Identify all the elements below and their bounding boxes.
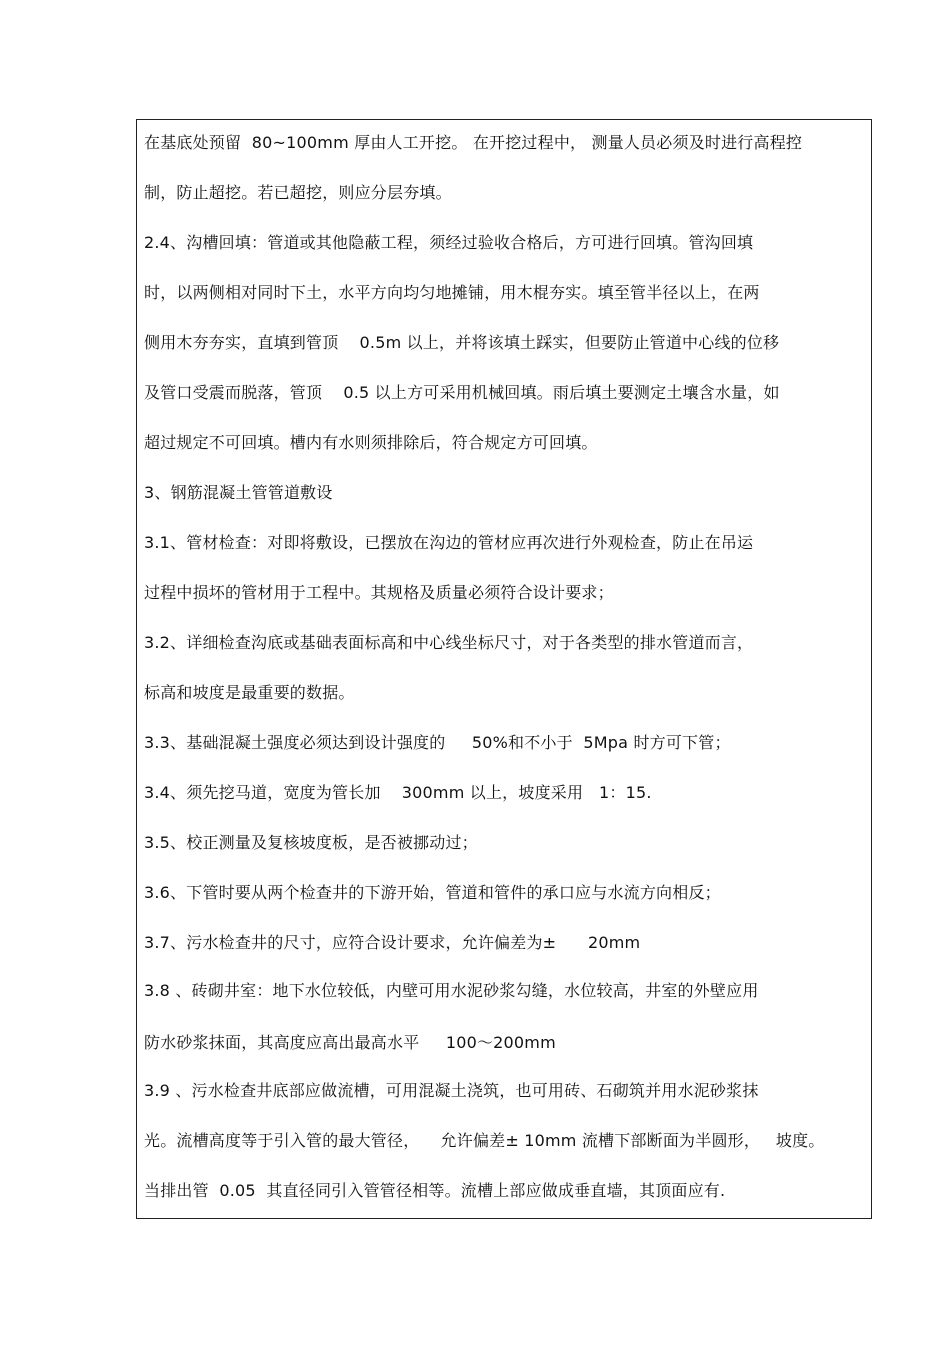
text-line: 侧用木夯夯实，直填到管顶 0.5m 以上，并将该填土踩实，但要防止管道中心线的位移 [144,333,780,352]
section-heading: 3、钢筋混凝土管管道敷设 [144,483,333,502]
document-table-cell [136,119,872,1219]
text-line: 3.1、管材检查：对即将敷设，已摆放在沟边的管材应再次进行外观检查，防止在吊运 [144,533,754,552]
text-line: 防水砂浆抹面，其高度应高出最高水平 100～200mm [144,1033,556,1052]
text-line: 3.3、基础混凝土强度必须达到设计强度的 50%和不小于 5Mpa 时方可下管； [144,733,731,752]
text-line: 3.9 、污水检查井底部应做流槽，可用混凝土浇筑，也可用砖、石砌筑并用水泥砂浆抹 [144,1081,759,1100]
text-line: 3.4、须先挖马道，宽度为管长加 300mm 以上，坡度采用 1：15. [144,783,652,802]
text-line: 时，以两侧相对同时下土，水平方向均匀地摊铺，用木棍夯实。填至管半径以上，在两 [144,283,760,302]
text-line: 3.7、污水检查井的尺寸，应符合设计要求，允许偏差为± 20mm [144,933,641,952]
text-line: 制，防止超挖。若已超挖，则应分层夯填。 [144,183,452,202]
text-line: 标高和坡度是最重要的数据。 [144,683,355,702]
text-line: 3.8 、砖砌井室：地下水位较低，内壁可用水泥砂浆勾缝，水位较高，井室的外壁应用 [144,981,759,1000]
text-line: 超过规定不可回填。槽内有水则须排除后，符合规定方可回填。 [144,433,598,452]
text-line: 光。流槽高度等于引入管的最大管径， 允许偏差± 10mm 流槽下部断面为半圆形， 坡度。 [144,1131,825,1150]
text-line: 3.2、详细检查沟底或基础表面标高和中心线坐标尺寸，对于各类型的排水管道而言， [144,633,754,652]
text-line: 及管口受震而脱落，管顶 0.5 以上方可采用机械回填。雨后填土要测定土壤含水量，如 [144,383,780,402]
text-line: 过程中损坏的管材用于工程中。其规格及质量必须符合设计要求； [144,583,614,602]
text-line: 当排出管 0.05 其直径同引入管管径相等。流槽上部应做成垂直墙，其顶面应有. [144,1181,726,1200]
text-line: 3.5、校正测量及复核坡度板，是否被挪动过； [144,833,478,852]
text-line: 在基底处预留 80~100mm 厚由人工开挖。 在开挖过程中， 测量人员必须及时进行高程控 [144,133,803,152]
text-line: 2.4、沟槽回填：管道或其他隐蔽工程，须经过验收合格后，方可进行回填。管沟回填 [144,233,754,252]
text-line: 3.6、下管时要从两个检查井的下游开始，管道和管件的承口应与水流方向相反； [144,883,721,902]
